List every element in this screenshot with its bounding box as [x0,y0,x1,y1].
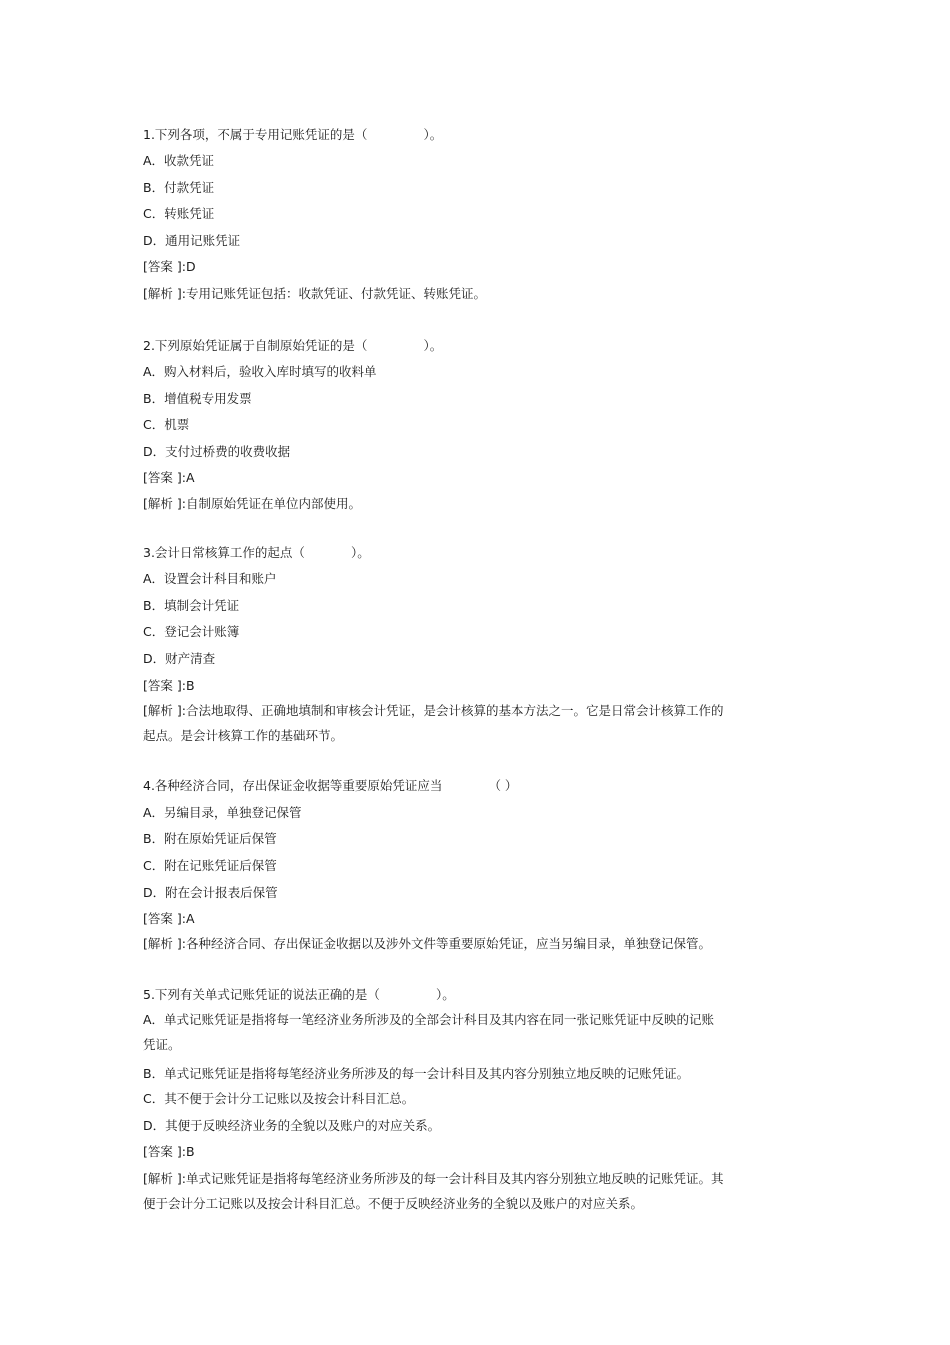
question-5-stem: 5.下列有关单式记账凭证的说法正确的是（ ）。 [143,987,455,1002]
question-2-answer: [答案 ]:A [143,470,195,485]
question-3-option-a: A．设置会计科目和账户 [143,571,277,586]
question-5-option-b: B．单式记账凭证是指将每笔经济业务所涉及的每一会计科目及其内容分别独立地反映的记账凭证。 [143,1066,690,1081]
question-4-answer: [答案 ]:A [143,911,195,926]
question-5-analysis-line-1: [解析 ]:单式记账凭证是指将每笔经济业务所涉及的每一会计科目及其内容分别独立地反映的记账凭证。其 [143,1171,724,1186]
question-2-option-b: B．增值税专用发票 [143,391,252,406]
question-5-option-a-line-1: A．单式记账凭证是指将每一笔经济业务所涉及的全部会计科目及其内容在同一张记账凭证中反映的记账 [143,1012,715,1027]
question-1-stem: 1.下列各项，不属于专用记账凭证的是（ ）。 [143,127,443,142]
question-1-option-a: A．收款凭证 [143,153,215,168]
question-2-option-d: D．支付过桥费的收费收据 [143,444,291,459]
question-4-option-a: A．另编目录，单独登记保管 [143,805,302,820]
question-3-analysis-line-2: 起点。是会计核算工作的基础环节。 [143,728,344,743]
question-5-option-d: D．其便于反映经济业务的全貌以及账户的对应关系。 [143,1118,441,1133]
question-1-option-b: B．付款凭证 [143,180,215,195]
question-3-analysis-line-1: [解析 ]:合法地取得、正确地填制和审核会计凭证，是会计核算的基本方法之一。它是日常会计核算工作的 [143,703,724,718]
question-1-answer: [答案 ]:D [143,259,196,274]
question-4-option-b: B．附在原始凭证后保管 [143,831,277,846]
question-3-option-c: C．登记会计账簿 [143,624,240,639]
question-1-option-d: D．通用记账凭证 [143,233,241,248]
question-3-stem: 3.会计日常核算工作的起点（ ）。 [143,545,370,560]
question-4-option-c: C．附在记账凭证后保管 [143,858,277,873]
question-1-option-c: C．转账凭证 [143,206,215,221]
question-3-option-d: D．财产清查 [143,651,216,666]
question-4-stem: 4.各种经济合同，存出保证金收据等重要原始凭证应当 （ ） [143,778,518,793]
question-5-answer: [答案 ]:B [143,1144,195,1159]
question-4-option-d: D．附在会计报表后保管 [143,885,278,900]
question-4-analysis: [解析 ]:各种经济合同、存出保证金收据以及涉外文件等重要原始凭证，应当另编目录，单独登记保管。 [143,936,711,951]
question-3-answer: [答案 ]:B [143,678,195,693]
question-3-option-b: B．填制会计凭证 [143,598,240,613]
question-2-stem: 2.下列原始凭证属于自制原始凭证的是（ ）。 [143,338,443,353]
question-2-analysis: [解析 ]:自制原始凭证在单位内部使用。 [143,496,361,511]
question-5-analysis-line-2: 便于会计分工记账以及按会计科目汇总。不便于反映经济业务的全貌以及账户的对应关系。 [143,1196,644,1211]
question-5-option-a-line-2: 凭证。 [143,1037,181,1052]
question-1-analysis: [解析 ]:专用记账凭证包括：收款凭证、付款凭证、转账凭证。 [143,286,486,301]
question-2-option-c: C．机票 [143,417,190,432]
question-2-option-a: A．购入材料后，验收入库时填写的收料单 [143,364,377,379]
question-5-option-c: C．其不便于会计分工记账以及按会计科目汇总。 [143,1091,415,1106]
